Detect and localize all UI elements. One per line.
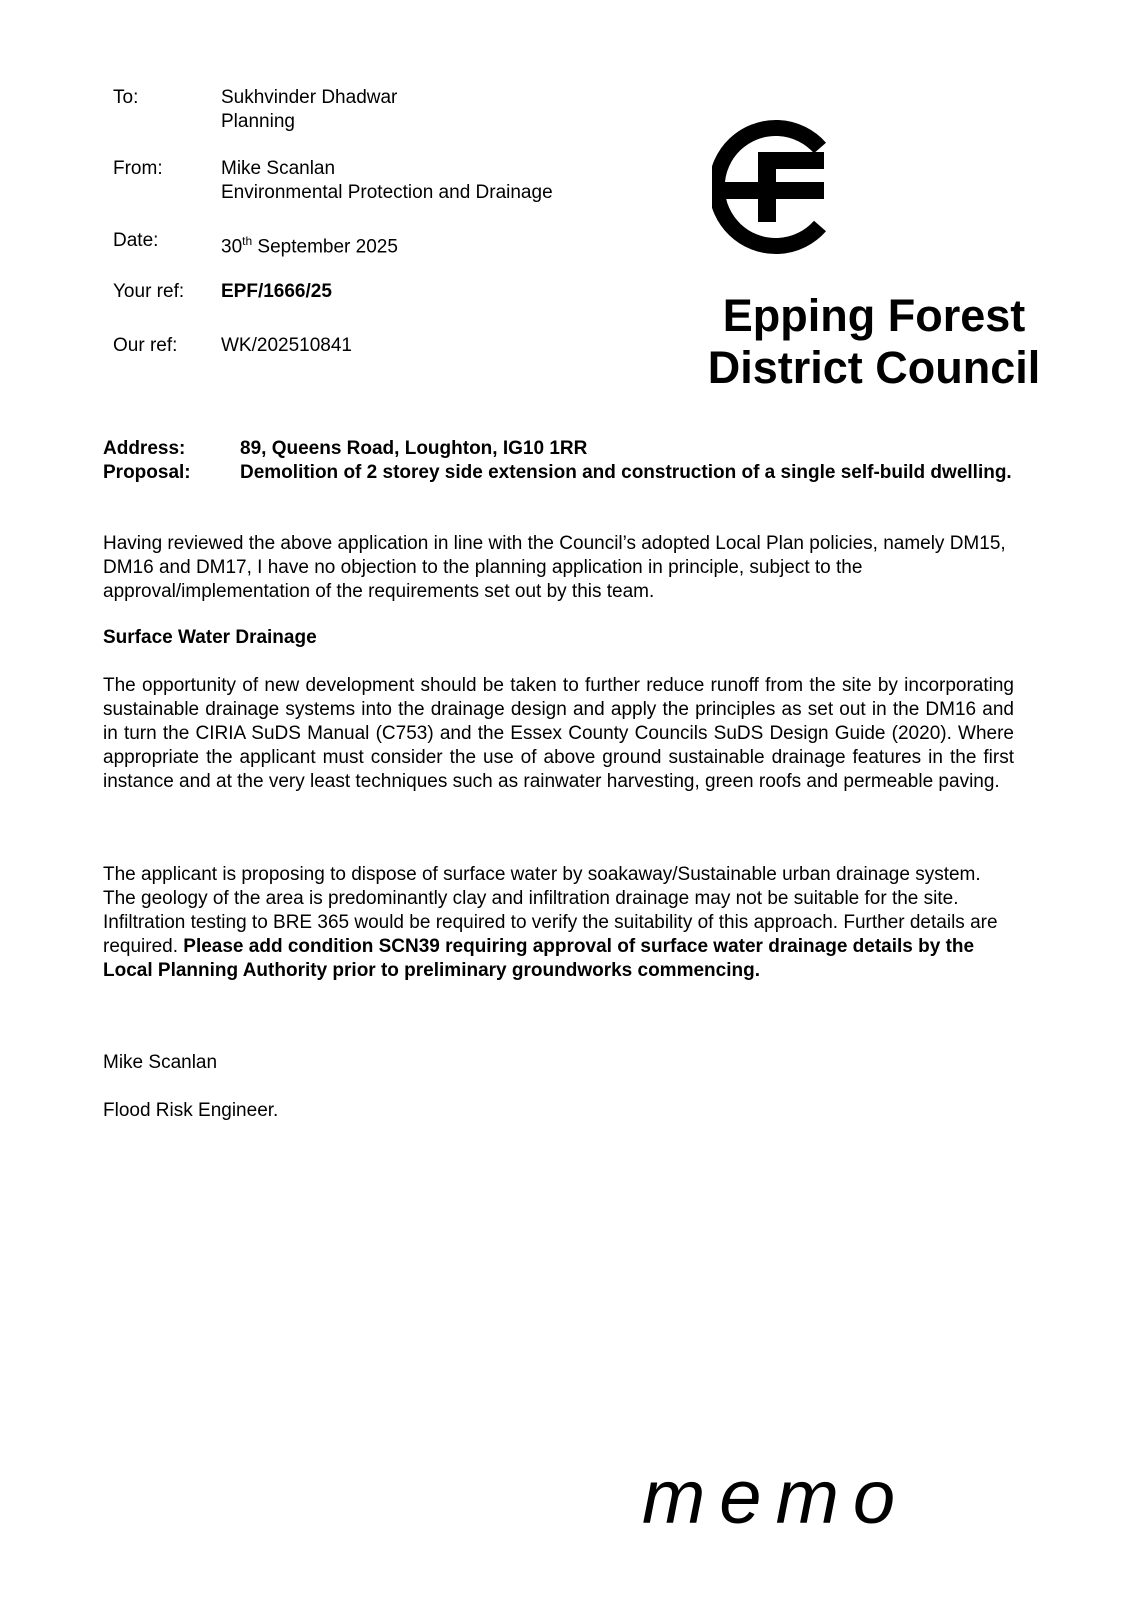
drainage-paragraph-1: The opportunity of new development should be taken to further reduce runoff from the site by incorporating sustainable drainage systems into the drainage design and apply the principles as set out in the DM16 and in turn the CIRIA SuDS Manual (C753) and the Essex County Councils SuDS Design Guide (2020). Where appropriate the applicant must consider the use of above ground sustainable drainage features in the first instance and at the very least techniques such as rainwater harvesting, green roofs and permeable paving. — [103, 675, 1014, 792]
from-department: Environmental Protection and Drainage — [221, 182, 553, 203]
to-name: Sukhvinder Dhadwar — [221, 87, 398, 108]
signature-title: Flood Risk Engineer. — [103, 1100, 279, 1121]
to-label: To: — [113, 87, 139, 108]
date-rest: September 2025 — [252, 236, 398, 258]
from-label: From: — [113, 158, 163, 179]
signature-name: Mike Scanlan — [103, 1052, 218, 1073]
drainage-paragraph-2-text: The applicant is proposing to dispose of surface water by soakaway/Sustainable urban drainage system. The geology of the area is predominantly clay and infiltration drainage may not be suitable for the site. Infiltration testing to BRE 365 would be required to verify the suitability of this approach. Further details are required. — [103, 864, 998, 957]
organisation-line-1: Epping Forest — [722, 290, 1026, 341]
address-value: 89, Queens Road, Loughton, IG10 1RR — [240, 438, 588, 459]
from-name: Mike Scanlan — [221, 158, 336, 179]
condition-text: Please add condition SCN39 requiring approval of surface water drainage details by the Local Planning Authority prior to preliminary groundworks commencing. — [103, 936, 975, 981]
section-heading: Surface Water Drainage — [103, 627, 317, 648]
our-ref: WK/202510841 — [221, 335, 352, 356]
to-department: Planning — [221, 111, 295, 132]
date-day: 30 — [221, 236, 243, 258]
council-logo-icon — [712, 118, 834, 256]
date-value — [221, 229, 398, 259]
our-ref-label: Our ref: — [113, 335, 178, 356]
your-ref: EPF/1666/25 — [221, 281, 332, 302]
date-label: Date: — [113, 230, 159, 251]
memo-footer: memo — [642, 1455, 910, 1540]
organisation-name — [694, 290, 1054, 394]
address-label: Address: — [103, 438, 186, 459]
proposal-value: Demolition of 2 storey side extension and construction of a single self-build dwelling. — [240, 462, 1012, 483]
intro-paragraph: Having reviewed the above application in line with the Council’s adopted Local Plan policies, namely DM15, DM16 and DM17, I have no objection to the planning application in principle, subject to the approval/implementation of the requirements set out by this team. — [103, 533, 1006, 602]
your-ref-label: Your ref: — [113, 281, 185, 302]
proposal-label: Proposal: — [103, 462, 191, 483]
date-suffix: th — [242, 234, 253, 248]
drainage-paragraph-2 — [103, 863, 1014, 983]
organisation-line-2: District Council — [707, 342, 1041, 393]
